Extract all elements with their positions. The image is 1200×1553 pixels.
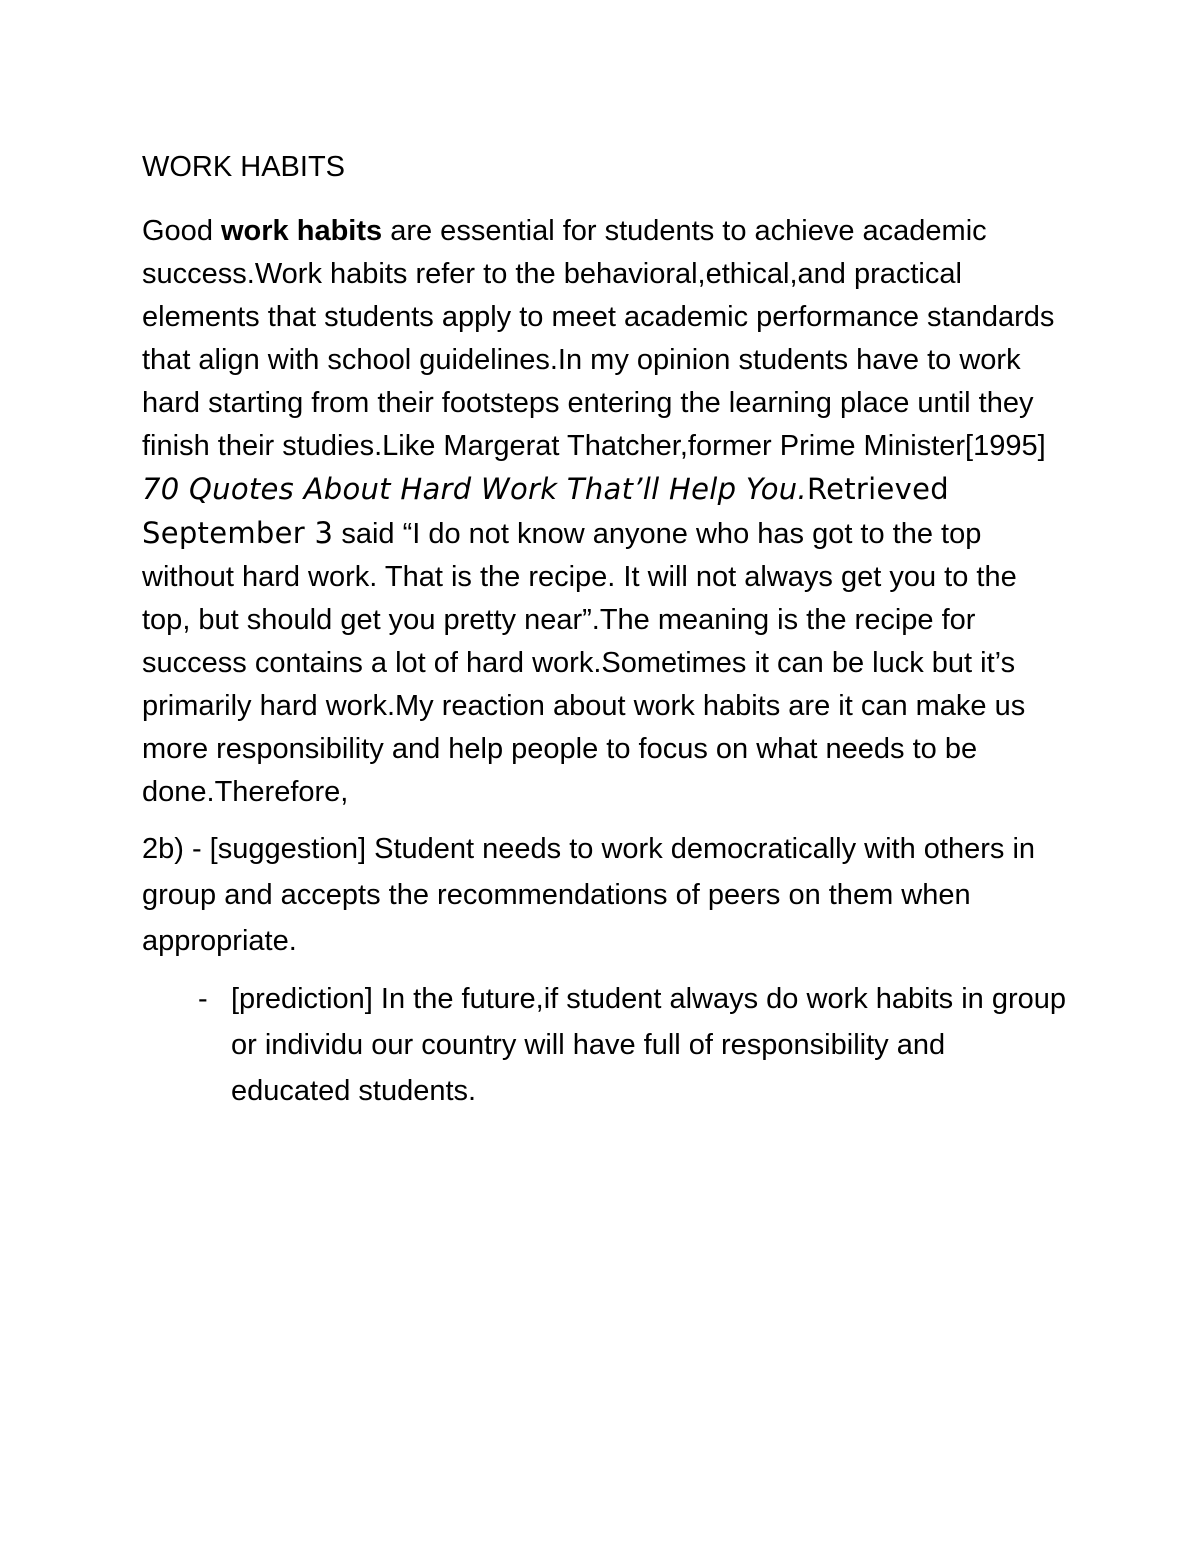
document-body [142,146,1067,1114]
prediction-item [142,976,1067,1114]
paragraph-work-habits [142,210,1067,814]
dash-bullet: - [198,983,208,1015]
suggestion-paragraph: 2b) - [suggestion] Student needs to work democratically with others in group and accepts the recommendations of peers on them when appropriate. [142,833,1036,957]
prediction-text: [prediction] In the future,if student always do work habits in group or individu our country will have full of responsibility and educated students. [231,983,1067,1107]
prediction-list [142,976,1067,1114]
document-title: WORK HABITS [142,151,346,183]
bold-term: work habits [221,215,383,247]
citation-title: 70 Quotes About Hard Work That’ll Help You. [142,472,807,506]
citation-retrieved: Retrieved September 3 [142,472,949,550]
paragraph-text-b: said “I do not know anyone who has got to the top without hard work. That is the recipe. It will not always get you to the top, but should get you pretty near”.The meaning is the recipe for success contains a lot of hard work.Sometimes it can be luck but it’s primarily hard work.My reaction about work habits are it can make us more responsibility and help people to focus on what needs to be done.Therefore, [142,518,1026,808]
paragraph-lead: Good [142,215,221,247]
paragraph-text-a: are essential for students to achieve academic success.Work habits refer to the behavioral,ethical,and practical elements that students apply to meet academic performance standards that align with school guidelines.In my opinion students have to work hard starting from their footsteps entering the learning place until they finish their studies.Like Margerat Thatcher,former Prime Minister[1995] [142,215,1055,462]
